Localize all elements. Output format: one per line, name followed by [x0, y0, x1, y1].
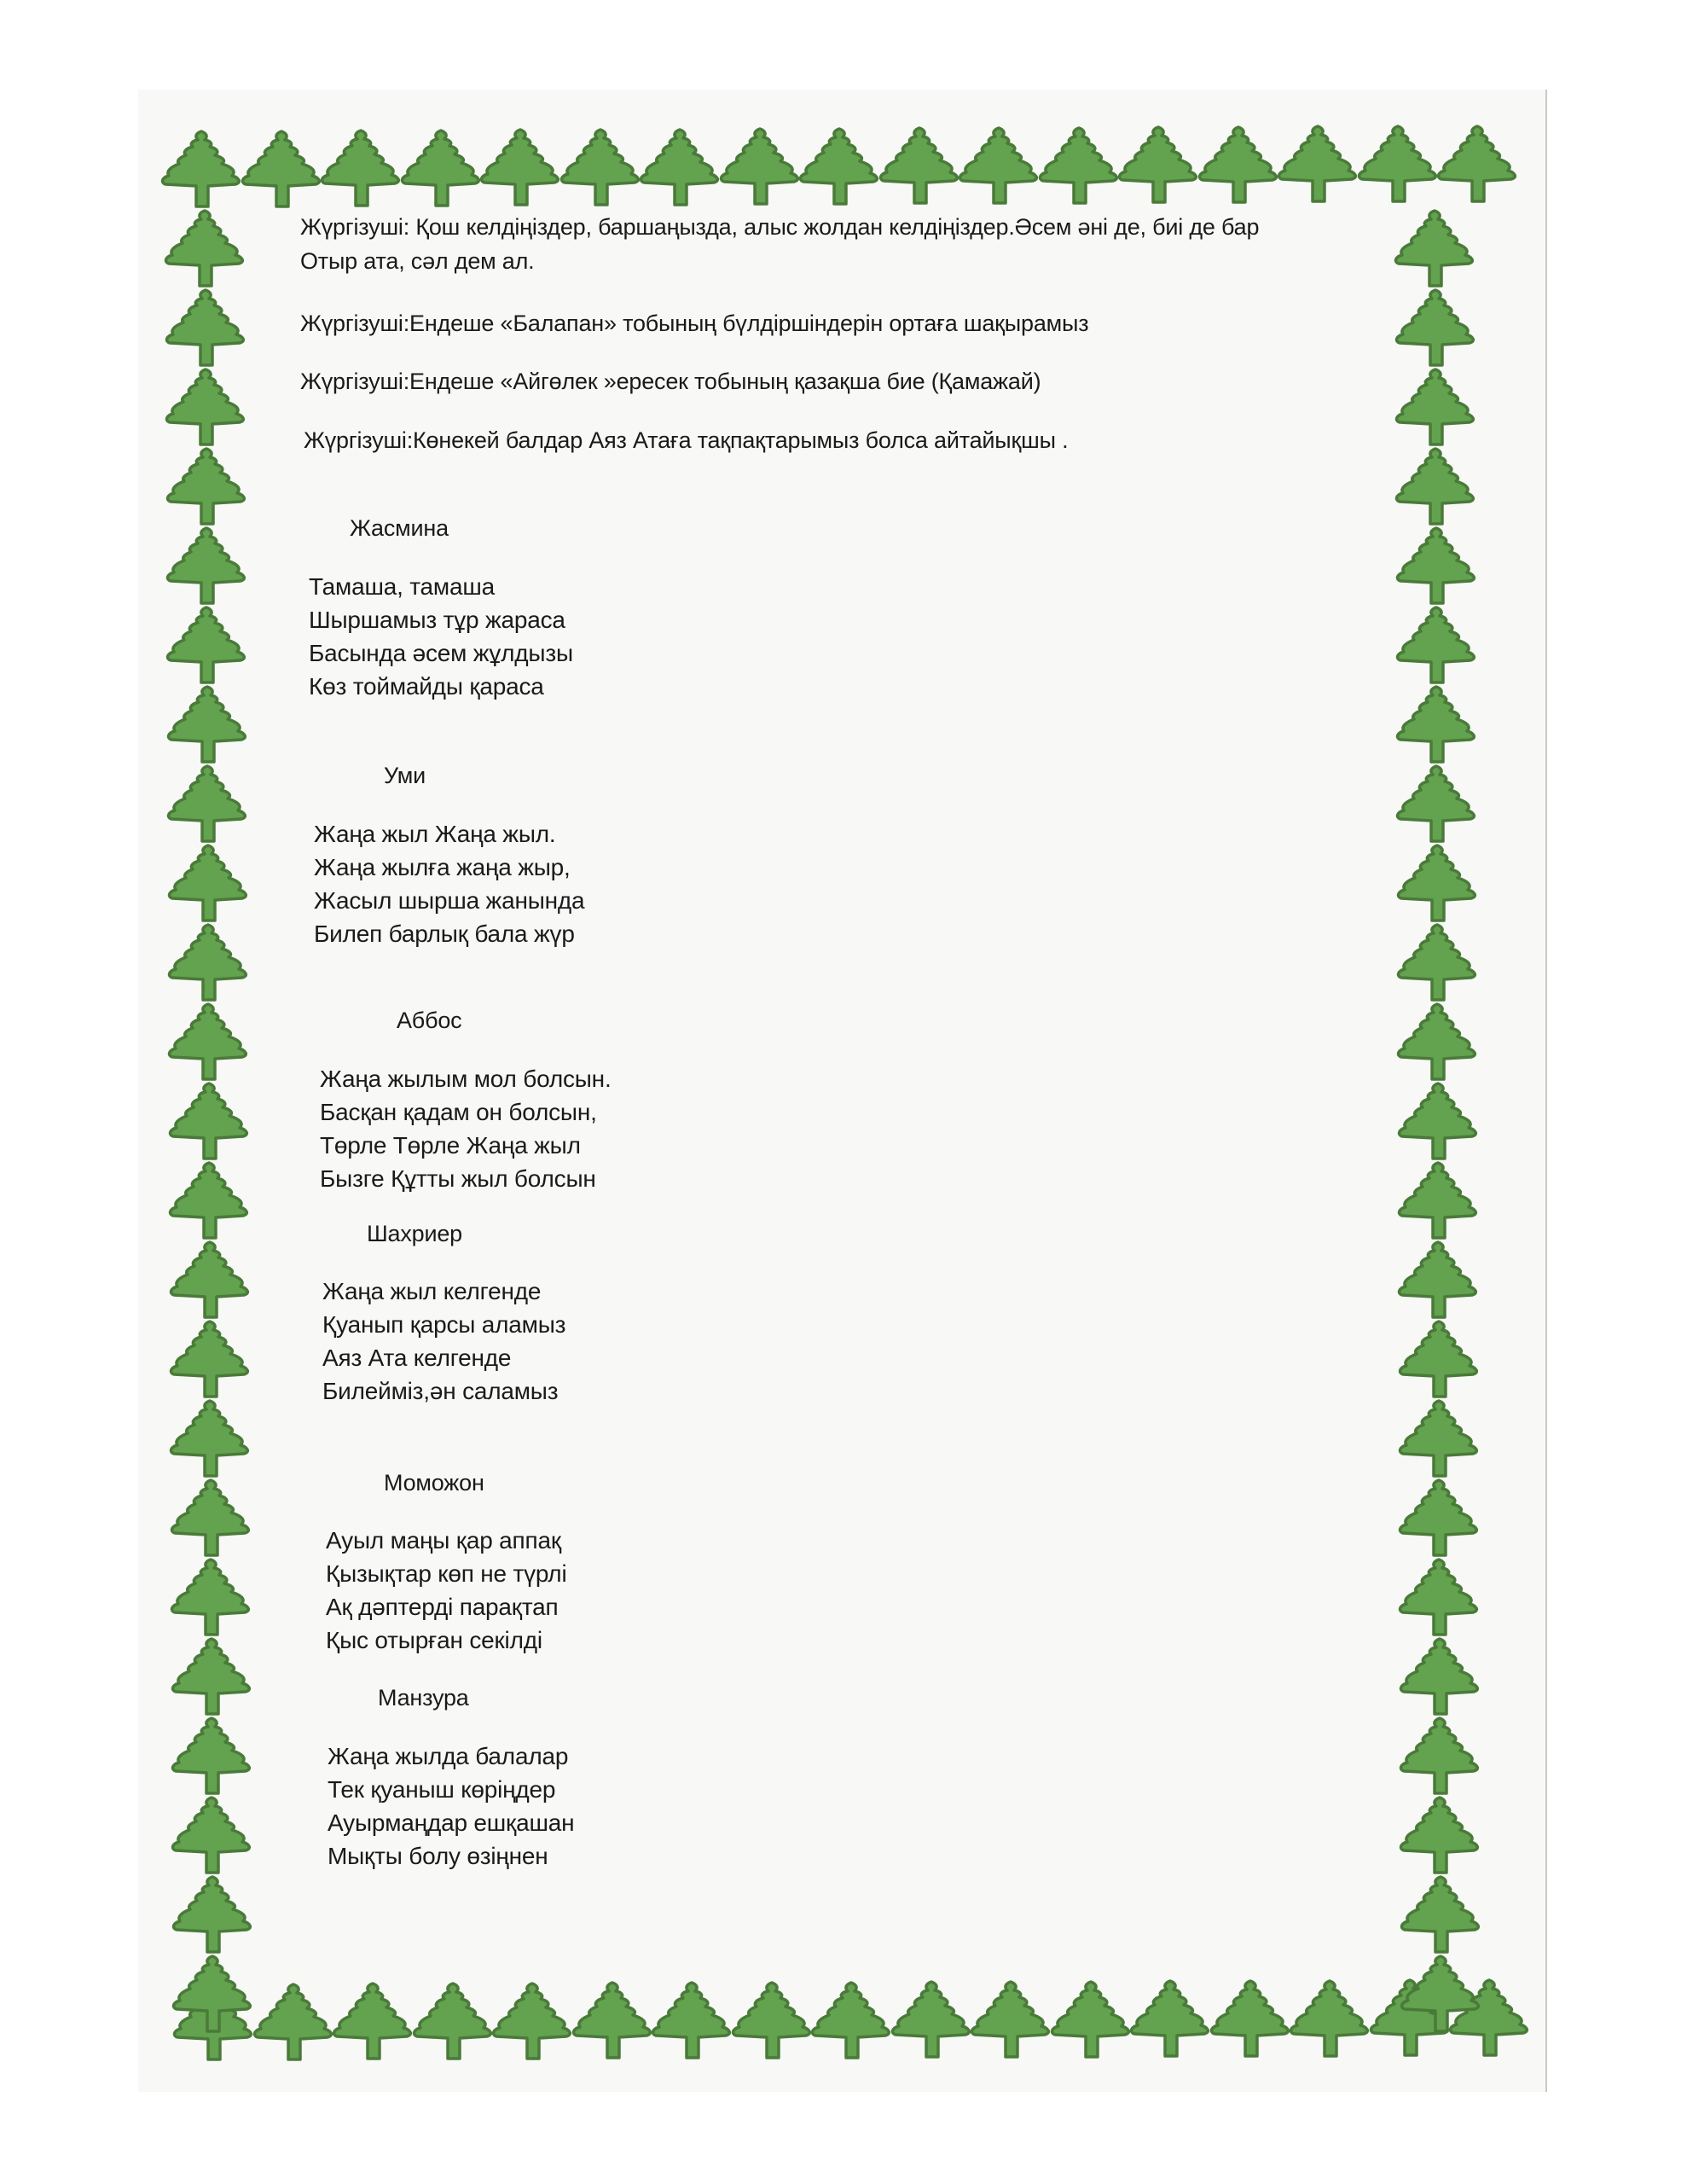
poem-line: Жаңа жыл Жаңа жыл.: [314, 821, 556, 847]
poem-line: Жаңа жылым мол болсын.: [320, 1066, 612, 1092]
poem-line: Ауыл маңы қар аппақ: [326, 1527, 561, 1554]
poem-line: Қуанып қарсы аламыз: [322, 1311, 566, 1338]
poem-line: Басында әсем жұлдызы: [309, 640, 573, 666]
poem-line: Билеп барлық бала жүр: [314, 921, 575, 947]
intro-line: Жүргізуші: Қош келдіңіздер, баршаңызда, алыс жолдан келдіңіздер.Әсем әні де, биі де бар: [300, 214, 1260, 240]
poem-line: Бызге Құтты жыл болсын: [320, 1165, 596, 1192]
poem-line: Басқан қадам он болсын,: [320, 1099, 597, 1125]
poem-line: Жаңа жыл келгенде: [322, 1278, 542, 1304]
poem-stanza: [328, 1740, 574, 1873]
poem-line: Көз тоймайды қараса: [309, 673, 544, 700]
performer-name: Аббос: [397, 1008, 462, 1033]
performer-name: Шахриер: [367, 1221, 462, 1246]
poem-line: Билейміз,ән саламыз: [322, 1378, 559, 1404]
performer-name: Моможон: [384, 1470, 484, 1496]
poem-line: Жаңа жылға жаңа жыр,: [314, 854, 571, 880]
poem-line: Жасыл шырша жанында: [314, 887, 585, 914]
poem-line: Қыс отырған секілді: [326, 1627, 542, 1653]
intro-line: Жүргізуші:Ендеше «Балапан» тобының бүлдіршіндерін ортаға шақырамыз: [300, 311, 1089, 336]
intro-line: Жүргізуші:Көнекей балдар Аяз Атаға тақпақтарымыз болса айтайықшы .: [304, 427, 1069, 453]
poem-stanza: [309, 570, 573, 703]
poem-line: Қызықтар көп не түрлі: [326, 1560, 567, 1587]
poem-line: Ауырмаңдар ешқашан: [328, 1809, 575, 1836]
poem-line: Мықты болу өзіңнен: [328, 1843, 548, 1869]
poem-line: Тамаша, тамаша: [309, 573, 495, 600]
performer-name: Жасмина: [350, 515, 449, 541]
poem-stanza: [326, 1524, 566, 1657]
poem-stanza: [320, 1062, 612, 1195]
intro-line: Отыр ата, сәл дем ал.: [300, 248, 535, 274]
poem-line: Төрле Төрле Жаңа жыл: [320, 1132, 581, 1159]
poem-line: Ақ дәптерді парақтап: [326, 1594, 559, 1620]
poem-line: Шыршамыз тұр жараса: [309, 607, 565, 633]
poem-line: Аяз Ата келгенде: [322, 1345, 512, 1371]
poem-stanza: [322, 1275, 565, 1408]
poem-stanza: [314, 817, 584, 950]
performer-name: Уми: [384, 763, 426, 788]
poem-line: Тек қуаныш көріңдер: [328, 1776, 556, 1803]
performer-name: Манзура: [378, 1685, 469, 1711]
intro-line: Жүргізуші:Ендеше «Айгөлек »ересек тобының қазақша бие (Қамажай): [300, 369, 1041, 394]
poem-line: Жаңа жылда балалар: [328, 1743, 569, 1769]
